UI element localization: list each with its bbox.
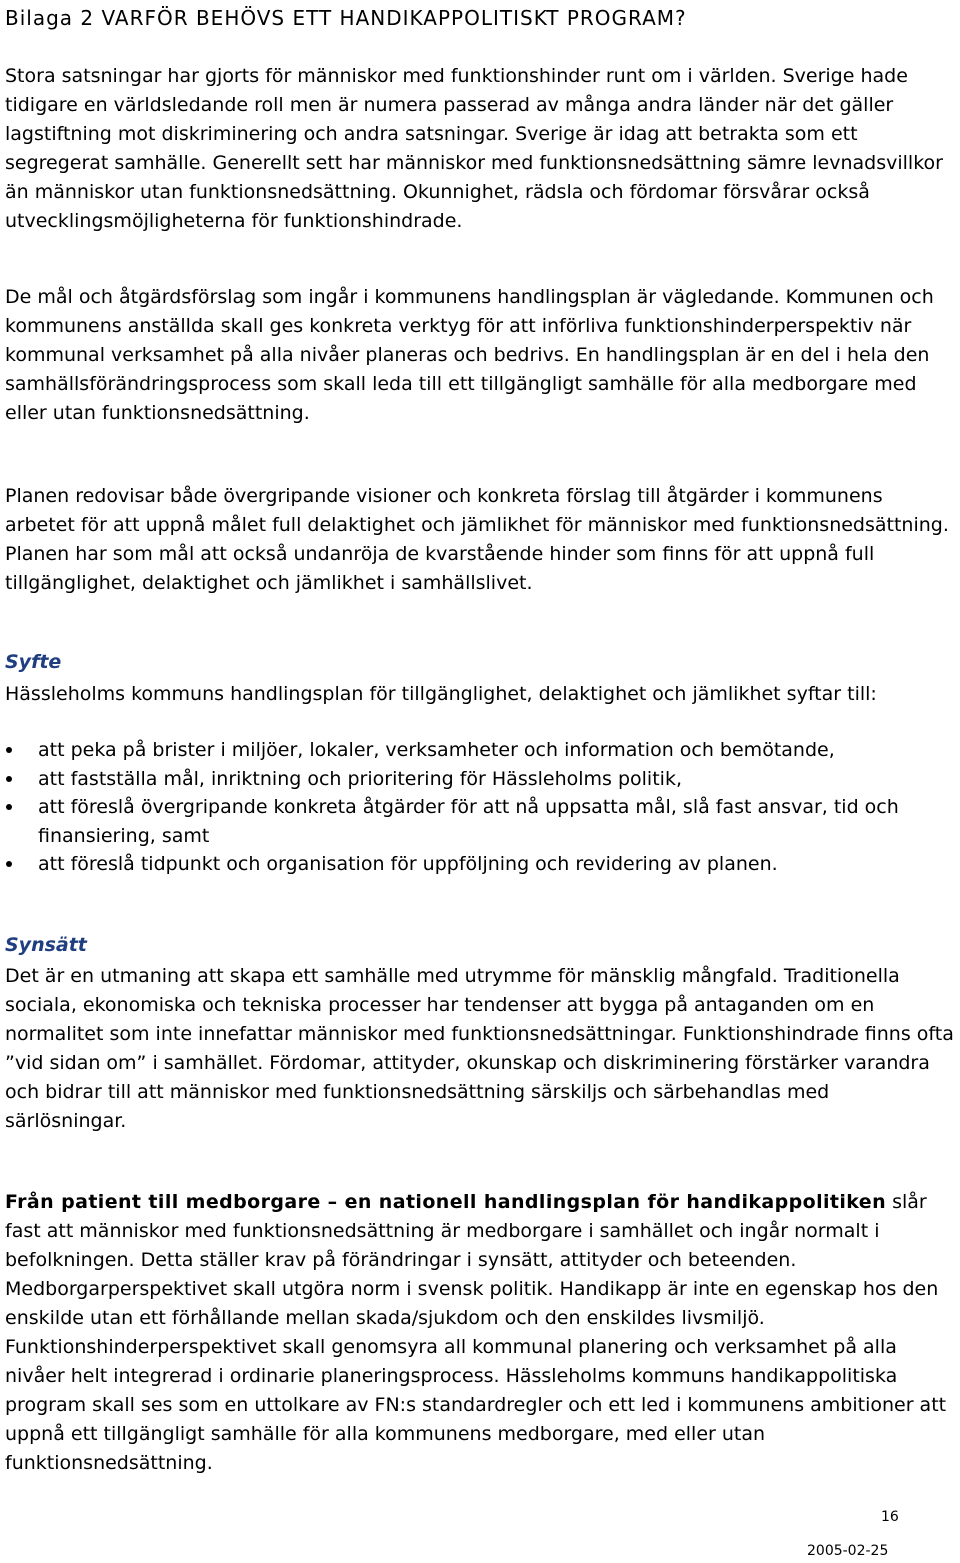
list-item xyxy=(5,736,955,765)
bullet-icon xyxy=(6,861,12,867)
synsatt-paragraph: Det är en utmaning att skapa ett samhälle med utrymme för mänsklig mångfald. Traditionella sociala, ekonomiska och tekniska processer har tendenser att bygga på antaganden om en normalitet som inte innefattar människor med funktionsnedsättningar. Funktionshindrade finns ofta ”vid sidan om” i samhället. Fördomar, attityder, okunskap och diskriminering förstärker varandra och bidrar till att människor med funktionsnedsättning särskiljs och särbehandlas med särlösningar. xyxy=(5,965,954,1132)
plan-title: Från patient till medborgare – en nationell handlingsplan för handikappolitiken xyxy=(5,1191,887,1213)
bullet-icon xyxy=(6,776,12,782)
list-item-text: att fastställa mål, inriktning och prioritering för Hässleholms politik, xyxy=(38,767,682,790)
list-item-text: att föreslå tidpunkt och organisation för uppföljning och revidering av planen. xyxy=(38,853,778,875)
bullet-icon xyxy=(6,804,12,810)
syfte-intro: Hässleholms kommuns handlingsplan för tillgänglighet, delaktighet och jämlikhet syftar till: xyxy=(5,683,877,705)
syfte-bullet-list xyxy=(5,736,955,879)
syfte-heading: Syfte xyxy=(5,651,62,673)
list-item xyxy=(5,793,955,850)
page-number: 16 xyxy=(881,1509,899,1525)
plan-paragraph: Planen redovisar både övergripande visioner och konkreta förslag till åtgärder i kommunens arbetet för att uppnå målet full delaktighet och jämlikhet för människor med funktionsnedsättning. Planen har som mål att också undanröja de kvarstående hinder som finns för att uppnå full tillgänglighet, delaktighet och jämlikhet i samhällslivet. xyxy=(5,485,949,594)
final-text: slår fast att människor med funktionsnedsättning är medborgare i samhället och ingår normalt i befolkningen. Detta ställer krav på förändringar i synsätt, attityder och beteenden. Medborgarperspektivet skall utgöra norm i svensk politik. Handikapp är inte en egenskap hos den enskilde utan ett förhållande mellan skada/sjukdom och den enskildes livsmiljö. Funktionshinderperspektivet skall genomsyra all kommunal planering och verksamhet på alla nivåer helt integrerad i ordinarie planeringsprocess. Hässleholms kommuns handikappolitiska program skall ses som en uttolkare av FN:s standardregler och ett led i kommunens ambitioner att uppnå ett tillgängligt samhälle för alla kommunens medborgare, med eller utan funktionsnedsättning. xyxy=(5,1191,947,1474)
final-paragraph xyxy=(5,1188,955,1478)
page-heading: Bilaga 2 VARFÖR BEHÖVS ETT HANDIKAPPOLITISKT PROGRAM? xyxy=(5,6,687,30)
list-item xyxy=(5,765,955,794)
synsatt-heading: Synsätt xyxy=(5,934,87,956)
goals-paragraph: De mål och åtgärdsförslag som ingår i kommunens handlingsplan är vägledande. Kommunen och kommunens anställda skall ges konkreta verktyg för att införliva funktionshinderperspektiv när kommunal verksamhet på alla nivåer planeras och bedrivs. En handlingsplan är en del i hela den samhällsförändringsprocess som skall leda till ett tillgängligt samhälle för alla medborgare med eller utan funktionsnedsättning. xyxy=(5,286,934,424)
list-item-text: att peka på brister i miljöer, lokaler, verksamheter och information och bemötande, xyxy=(38,739,835,761)
list-item xyxy=(5,850,955,879)
footer-date: 2005-02-25 xyxy=(807,1543,889,1559)
list-item-text: att föreslå övergripande konkreta åtgärder för att nå uppsatta mål, slå fast ansvar, tid och finansiering, samt xyxy=(38,796,899,847)
intro-paragraph: Stora satsningar har gjorts för människor med funktionshinder runt om i världen. Sverige hade tidigare en världsledande roll men är numera passerad av många andra länder när det gäller lagstiftning mot diskriminering och andra satsningar. Sverige är idag att betrakta som ett segregerat samhälle. Generellt sett har människor med funktionsnedsättning sämre levnadsvillkor än människor utan funktionsnedsättning. Okunnighet, rädsla och fördomar försvårar också utvecklingsmöjligheterna för funktionshindrade. xyxy=(5,65,943,232)
bullet-icon xyxy=(6,747,12,753)
